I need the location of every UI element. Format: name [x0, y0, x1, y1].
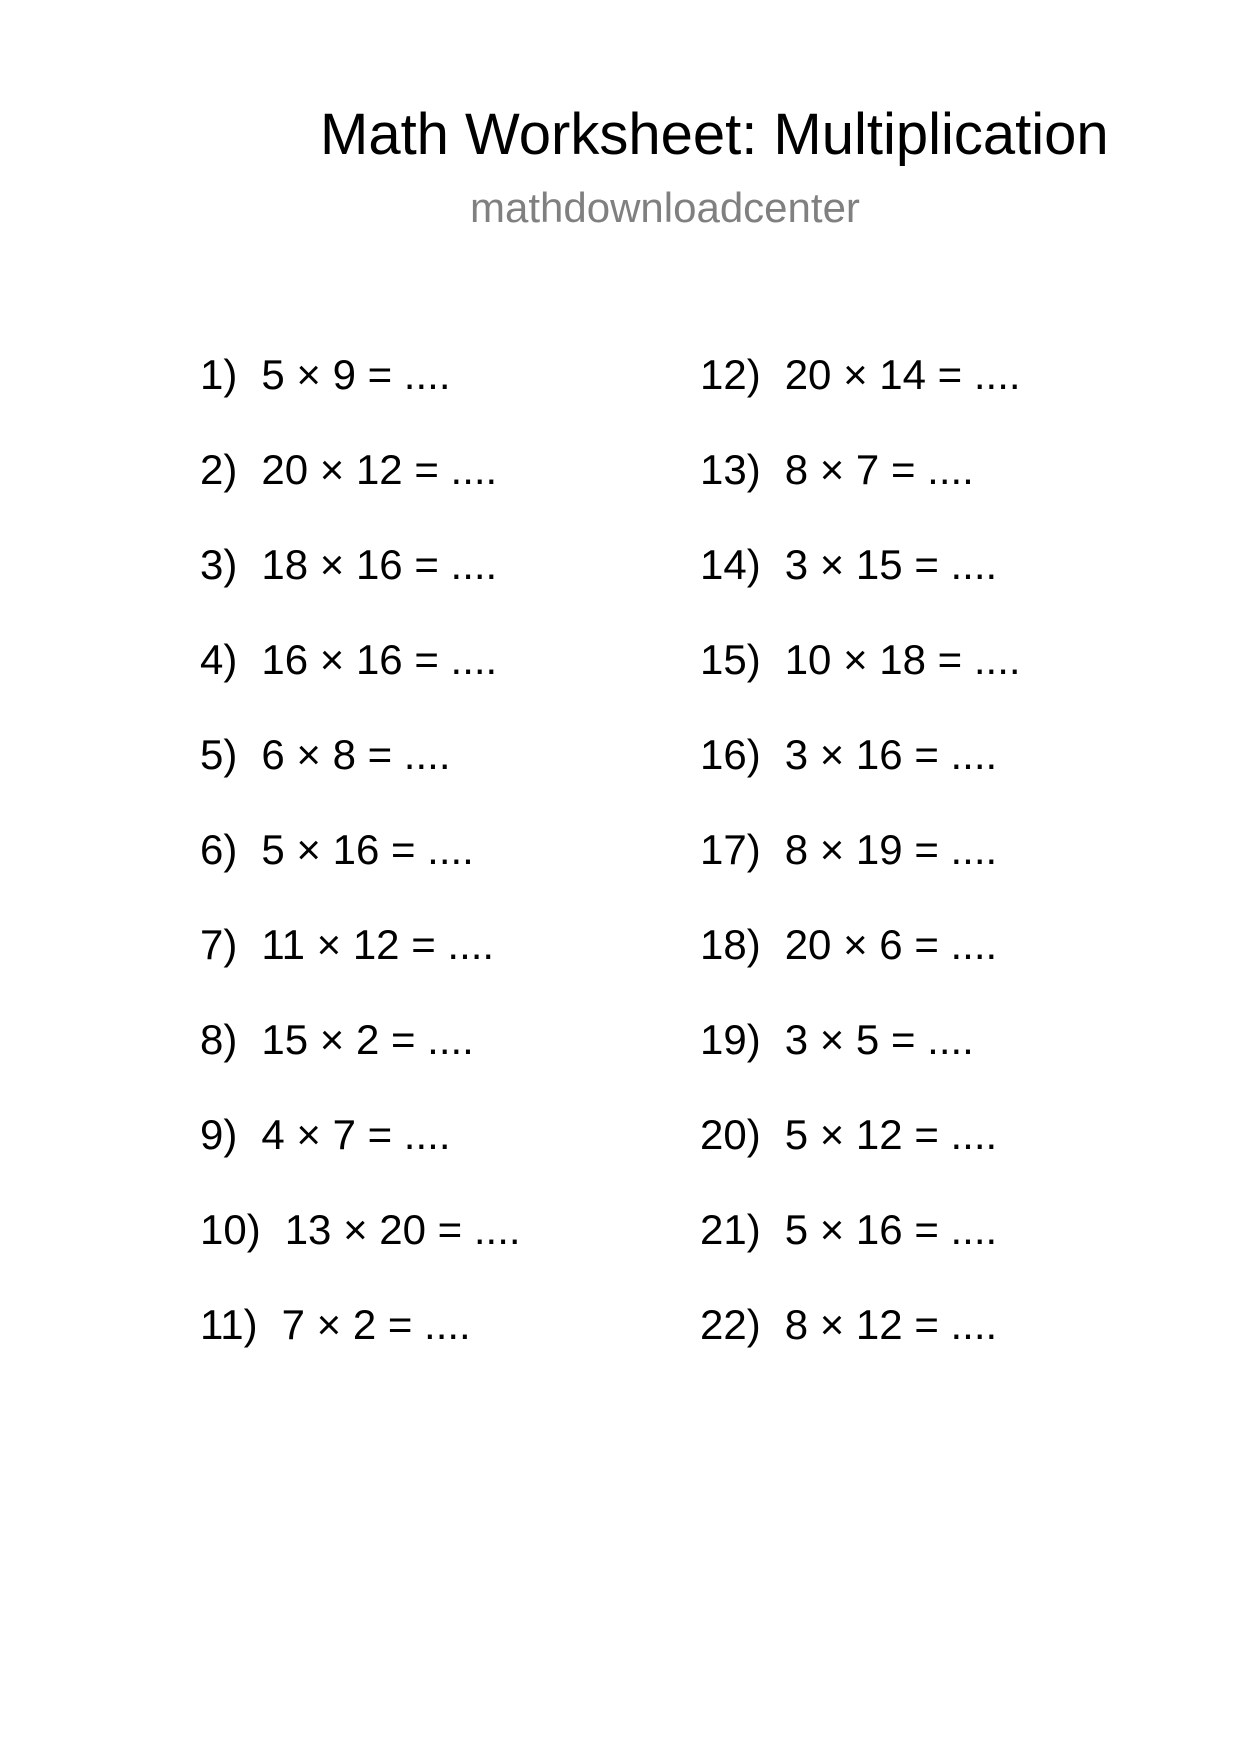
problem-number: 2) — [200, 446, 238, 493]
problem-expression: 8 × 7 = .... — [784, 446, 974, 493]
problem-expression: 13 × 20 = .... — [284, 1206, 521, 1253]
problem-number: 16) — [700, 731, 761, 778]
problem-item — [700, 920, 1021, 1015]
problem-expression: 6 × 8 = .... — [261, 731, 451, 778]
problem-expression: 18 × 16 = .... — [261, 541, 498, 588]
problem-item — [200, 1205, 521, 1300]
problem-expression: 7 × 2 = .... — [281, 1301, 471, 1348]
problem-item — [200, 350, 521, 445]
problem-expression: 5 × 16 = .... — [784, 1206, 998, 1253]
problem-expression: 15 × 2 = .... — [261, 1016, 474, 1063]
problem-number: 21) — [700, 1206, 761, 1253]
problem-item — [200, 1015, 521, 1110]
problem-item — [700, 825, 1021, 920]
problem-number: 11) — [200, 1301, 258, 1348]
problem-expression: 8 × 12 = .... — [784, 1301, 998, 1348]
problem-number: 10) — [200, 1206, 261, 1253]
problem-item — [700, 730, 1021, 825]
problem-item — [700, 540, 1021, 635]
problem-number: 18) — [700, 921, 761, 968]
problem-number: 15) — [700, 636, 761, 683]
problem-number: 19) — [700, 1016, 761, 1063]
problem-number: 7) — [200, 921, 238, 968]
problem-item — [200, 445, 521, 540]
problem-number: 1) — [200, 351, 238, 398]
problem-expression: 16 × 16 = .... — [261, 636, 498, 683]
problem-number: 12) — [700, 351, 761, 398]
problem-item — [200, 540, 521, 635]
problem-expression: 4 × 7 = .... — [261, 1111, 451, 1158]
problem-expression: 5 × 12 = .... — [784, 1111, 998, 1158]
problem-number: 22) — [700, 1301, 761, 1348]
problem-item — [700, 1205, 1021, 1300]
problem-expression: 20 × 14 = .... — [784, 351, 1021, 398]
problem-item — [200, 1300, 521, 1395]
problem-expression: 3 × 5 = .... — [784, 1016, 974, 1063]
problem-number: 3) — [200, 541, 238, 588]
problem-item — [700, 1015, 1021, 1110]
problem-expression: 5 × 16 = .... — [261, 826, 474, 873]
problem-expression: 5 × 9 = .... — [261, 351, 451, 398]
problem-number: 20) — [700, 1111, 761, 1158]
problem-item — [200, 1110, 521, 1205]
problem-column-right — [700, 350, 1021, 1395]
worksheet-source: mathdownloadcenter — [470, 184, 860, 231]
problem-item — [700, 1110, 1021, 1205]
problem-number: 9) — [200, 1111, 238, 1158]
problem-expression: 3 × 16 = .... — [784, 731, 998, 778]
problem-number: 8) — [200, 1016, 238, 1063]
problem-item — [200, 635, 521, 730]
problem-item — [700, 445, 1021, 540]
problem-item — [700, 350, 1021, 445]
problem-item — [200, 920, 521, 1015]
problem-item — [700, 1300, 1021, 1395]
problem-number: 13) — [700, 446, 761, 493]
problem-number: 5) — [200, 731, 238, 778]
problem-number: 14) — [700, 541, 761, 588]
problem-expression: 3 × 15 = .... — [784, 541, 998, 588]
problem-item — [200, 825, 521, 920]
problem-item — [200, 730, 521, 825]
problem-expression: 20 × 12 = .... — [261, 446, 498, 493]
problem-item — [700, 635, 1021, 730]
worksheet-title: Math Worksheet: Multiplication — [320, 102, 1109, 167]
problem-number: 6) — [200, 826, 238, 873]
problem-column-left — [200, 350, 521, 1395]
problem-number: 4) — [200, 636, 238, 683]
problem-expression: 20 × 6 = .... — [784, 921, 998, 968]
problem-expression: 8 × 19 = .... — [784, 826, 998, 873]
problem-expression: 10 × 18 = .... — [784, 636, 1021, 683]
problem-number: 17) — [700, 826, 761, 873]
problem-expression: 11 × 12 = .... — [261, 921, 495, 968]
